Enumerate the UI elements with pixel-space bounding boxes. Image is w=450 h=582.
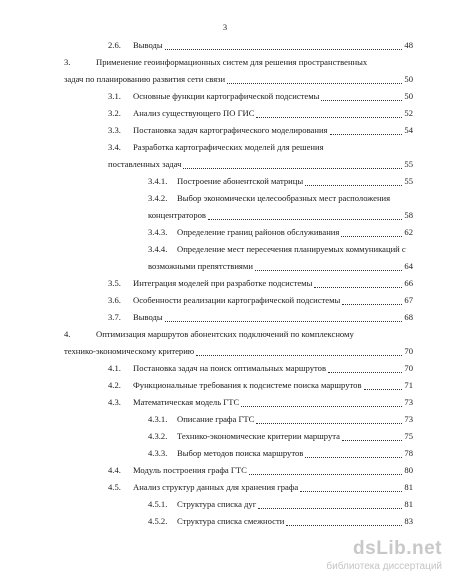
toc-entry-page: 62 <box>404 227 413 237</box>
dot-leader <box>196 355 402 356</box>
toc-entry-title: Выводы <box>133 312 163 322</box>
toc-entry-title: Математическая модель ГТС <box>133 397 240 407</box>
toc-entry-title: Особенности реализации картографической подсистемы <box>133 295 341 305</box>
toc-entry-title: задач по планированию развития сети связи <box>64 74 226 84</box>
toc-entry-page: 75 <box>404 431 413 441</box>
watermark-subtitle: библиотека диссертаций <box>326 561 442 572</box>
watermark-logo: dsLib.net <box>353 538 442 559</box>
toc-entry-title: Определение мест пересечения планируемых коммуникаций с <box>177 244 406 254</box>
toc-entry-number: 3.4.2. <box>148 193 168 203</box>
toc-entry-page: 55 <box>404 176 413 186</box>
toc-entry-page: 73 <box>404 414 413 424</box>
toc-entry-page: 68 <box>404 312 413 322</box>
dot-leader <box>330 134 403 135</box>
toc-entry-number: 3.4. <box>108 142 121 152</box>
dot-leader <box>305 457 402 458</box>
toc-entry-number: 3.2. <box>108 108 121 118</box>
toc-entry-number: 2.6. <box>108 40 121 50</box>
toc-entry-title: возможными препятствиями <box>148 261 253 271</box>
toc-entry-page: 58 <box>404 210 413 220</box>
toc-entry-page: 78 <box>404 448 413 458</box>
toc-entry-title: поставленных задач <box>108 159 182 169</box>
toc-entry-title: Разработка картографических моделей для решения <box>133 142 324 152</box>
toc-entry-number: 4.3. <box>108 397 121 407</box>
toc-entry-number: 4.5.2. <box>148 516 168 526</box>
dot-leader <box>256 117 402 118</box>
toc-entry-page: 48 <box>404 40 413 50</box>
toc-entry-number: 3.5. <box>108 278 121 288</box>
toc-entry-title: Построение абонентской матрицы <box>177 176 304 186</box>
toc-entry-page: 70 <box>404 363 413 373</box>
dot-leader <box>258 508 402 509</box>
toc-entry-page: 55 <box>404 159 413 169</box>
toc-entry-title: Описание графа ГТС <box>177 414 255 424</box>
toc-entry-number: 3.4.3. <box>148 227 168 237</box>
dot-leader <box>286 525 402 526</box>
dot-leader <box>300 491 402 492</box>
toc-entry-page: 83 <box>404 516 413 526</box>
toc-entry-title: Структура списка дуг <box>177 499 257 509</box>
toc-entry-page: 54 <box>404 125 413 135</box>
toc-entry-title: Оптимизация маршрутов абонентских подключений по комплексному <box>96 329 354 339</box>
dot-leader <box>249 474 403 475</box>
toc-entry-number: 3.4.1. <box>148 176 168 186</box>
toc-entry-title: Основные функции картографической подсистемы <box>133 91 320 101</box>
toc-entry-title: Анализ существующего ПО ГИС <box>133 108 255 118</box>
toc-entry-title: Определение границ районов обслуживания <box>177 227 340 237</box>
toc-entry-title: технико-экономическому критерию <box>64 346 195 356</box>
toc-entry-page: 67 <box>404 295 413 305</box>
dot-leader <box>183 168 402 169</box>
toc-entry-page: 81 <box>404 482 413 492</box>
dot-leader <box>364 389 403 390</box>
dot-leader <box>241 406 402 407</box>
dot-leader <box>208 219 402 220</box>
toc-entry-page: 64 <box>404 261 413 271</box>
toc-entry-page: 52 <box>404 108 413 118</box>
toc-entry-number: 4.3.3. <box>148 448 168 458</box>
dot-leader <box>328 372 402 373</box>
toc-entry-title: концентраторов <box>148 210 206 220</box>
dot-leader <box>305 185 402 186</box>
dot-leader <box>165 49 403 50</box>
dot-leader <box>165 321 403 322</box>
toc-entry-number: 3.4.4. <box>148 244 168 254</box>
toc-entry-title: Выбор методов поиска маршрутов <box>177 448 304 458</box>
toc-entry-title: Анализ структур данных для хранения графа <box>133 482 299 492</box>
dot-leader <box>256 423 402 424</box>
toc-entry-number: 4.2. <box>108 380 121 390</box>
toc-entry-number: 3.3. <box>108 125 121 135</box>
toc-entry-title: Применение геоинформационных систем для решения пространственных <box>96 57 368 67</box>
toc-entry-page: 80 <box>404 465 413 475</box>
dot-leader <box>314 287 402 288</box>
dot-leader <box>342 304 402 305</box>
toc-entry-title: Структура списка смежности <box>177 516 285 526</box>
toc-entry-page: 66 <box>404 278 413 288</box>
toc-entry-number: 3.1. <box>108 91 121 101</box>
toc-entry-number: 4.3.1. <box>148 414 168 424</box>
toc-entry-page: 50 <box>404 74 413 84</box>
toc-entry-title: Технико-экономические критерии маршрута <box>177 431 340 441</box>
toc-entry-title: Постановка задач картографического моделирования <box>133 125 328 135</box>
toc-entry-number: 3.7. <box>108 312 121 322</box>
toc-entry-page: 70 <box>404 346 413 356</box>
toc-entry-number: 4.5. <box>108 482 121 492</box>
toc-entry-page: 71 <box>404 380 413 390</box>
page-number: 3 <box>222 22 228 32</box>
dot-leader <box>321 100 402 101</box>
toc-entry-number: 4. <box>64 329 71 339</box>
toc-entry-title: Интеграция моделей при разработке подсистемы <box>133 278 313 288</box>
toc-entry-page: 73 <box>404 397 413 407</box>
toc-entry-number: 4.5.1. <box>148 499 168 509</box>
toc-entry-title: Функциональные требования к подсистеме поиска маршрутов <box>133 380 362 390</box>
toc-entry-number: 3.6. <box>108 295 121 305</box>
toc-entry-number: 4.4. <box>108 465 121 475</box>
toc-entry-title: Модуль построения графа ГТС <box>133 465 247 475</box>
toc-entry-title: Постановка задач на поиск оптимальных маршрутов <box>133 363 327 373</box>
toc-entry-number: 3. <box>64 57 71 67</box>
dot-leader <box>341 236 402 237</box>
dot-leader <box>227 83 402 84</box>
dot-leader <box>255 270 402 271</box>
toc-entry-title: Выбор экономически целесообразных мест расположения <box>177 193 391 203</box>
dot-leader <box>342 440 402 441</box>
toc-entry-page: 81 <box>404 499 413 509</box>
toc-entry-title: Выводы <box>133 40 163 50</box>
toc-entry-page: 50 <box>404 91 413 101</box>
toc-entry-number: 4.1. <box>108 363 121 373</box>
toc-entry-number: 4.3.2. <box>148 431 168 441</box>
